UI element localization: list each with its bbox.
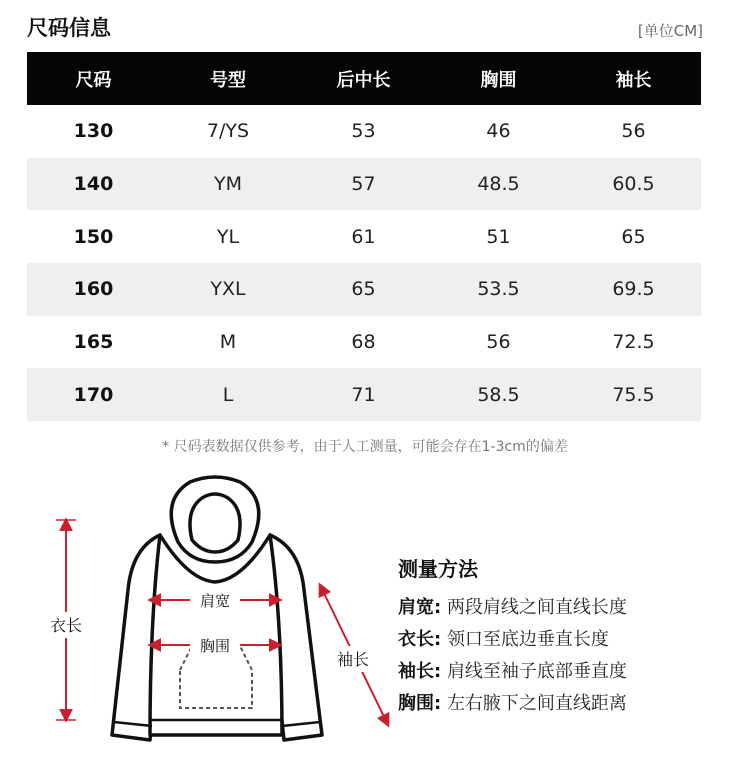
measurement-text: 两段肩线之间直线长度	[446, 597, 627, 618]
table-cell: 61	[351, 225, 376, 248]
measurement-key: 衣长:	[398, 629, 442, 650]
measurement-text: 领口至底边垂直长度	[446, 629, 609, 650]
column-header: 尺码	[75, 69, 112, 91]
measurement-item	[398, 624, 627, 656]
table-cell: 51	[486, 225, 511, 248]
hoodie-diagram	[0, 470, 400, 760]
sleeve-label: 袖长	[336, 650, 370, 669]
table-cell: 140	[73, 173, 114, 196]
table-row	[27, 158, 701, 211]
table-cell: 130	[73, 120, 114, 143]
table-cell: 57	[351, 173, 376, 196]
unit-label: [单位CM]	[637, 22, 703, 40]
table-cell: 46	[486, 120, 511, 143]
measurement-key: 袖长:	[398, 661, 442, 682]
table-cell: YM	[214, 173, 242, 196]
table-cell: L	[222, 383, 234, 406]
table-cell: 65	[351, 278, 376, 301]
page-title: 尺码信息	[27, 16, 111, 40]
column-header: 袖长	[615, 69, 652, 91]
table-cell: 160	[73, 278, 114, 301]
table-cell: 56	[486, 331, 511, 354]
length-label: 衣长	[49, 616, 83, 635]
column-header: 后中长	[336, 69, 391, 91]
table-cell: 65	[621, 225, 646, 248]
table-header-row	[27, 52, 701, 105]
table-cell: 75.5	[612, 383, 655, 406]
measurement-text: 肩线至袖子底部垂直度	[446, 661, 627, 682]
measurement-title: 测量方法	[398, 557, 478, 581]
table-cell: YL	[216, 225, 240, 248]
table-row	[27, 105, 701, 158]
table-cell: 71	[351, 383, 376, 406]
shoulder-label: 肩宽	[199, 592, 231, 610]
table-cell: YXL	[210, 278, 246, 301]
table-row	[27, 263, 701, 316]
table-cell: 58.5	[477, 383, 520, 406]
table-cell: 53	[351, 120, 376, 143]
table-row	[27, 368, 701, 421]
table-cell: 56	[621, 120, 646, 143]
column-header: 号型	[210, 69, 246, 91]
table-cell: 72.5	[612, 331, 655, 354]
table-cell: M	[219, 331, 237, 354]
chest-label: 胸围	[199, 637, 231, 655]
measurement-key: 胸围:	[398, 693, 442, 714]
table-cell: 68	[351, 331, 376, 354]
table-row	[27, 210, 701, 263]
table-cell: 48.5	[477, 173, 520, 196]
measurement-guide	[398, 553, 627, 720]
measurement-text: 左右腋下之间直线距离	[446, 693, 627, 714]
table-row	[27, 316, 701, 369]
column-header: 胸围	[480, 69, 517, 91]
table-cell: 165	[73, 331, 114, 354]
measurement-item	[398, 592, 627, 624]
measurement-item	[398, 688, 627, 720]
table-cell: 7/YS	[206, 120, 250, 143]
measurement-key: 肩宽:	[398, 597, 442, 618]
table-cell: 53.5	[477, 278, 520, 301]
table-cell: 69.5	[612, 278, 655, 301]
table-cell: 170	[73, 383, 114, 406]
table-cell: 150	[73, 225, 114, 248]
table-cell: 60.5	[612, 173, 655, 196]
measurement-item	[398, 656, 627, 688]
size-table	[27, 52, 701, 421]
disclaimer-note: * 尺码表数据仅供参考，由于人工测量，可能会存在1-3cm的偏差	[162, 439, 568, 455]
